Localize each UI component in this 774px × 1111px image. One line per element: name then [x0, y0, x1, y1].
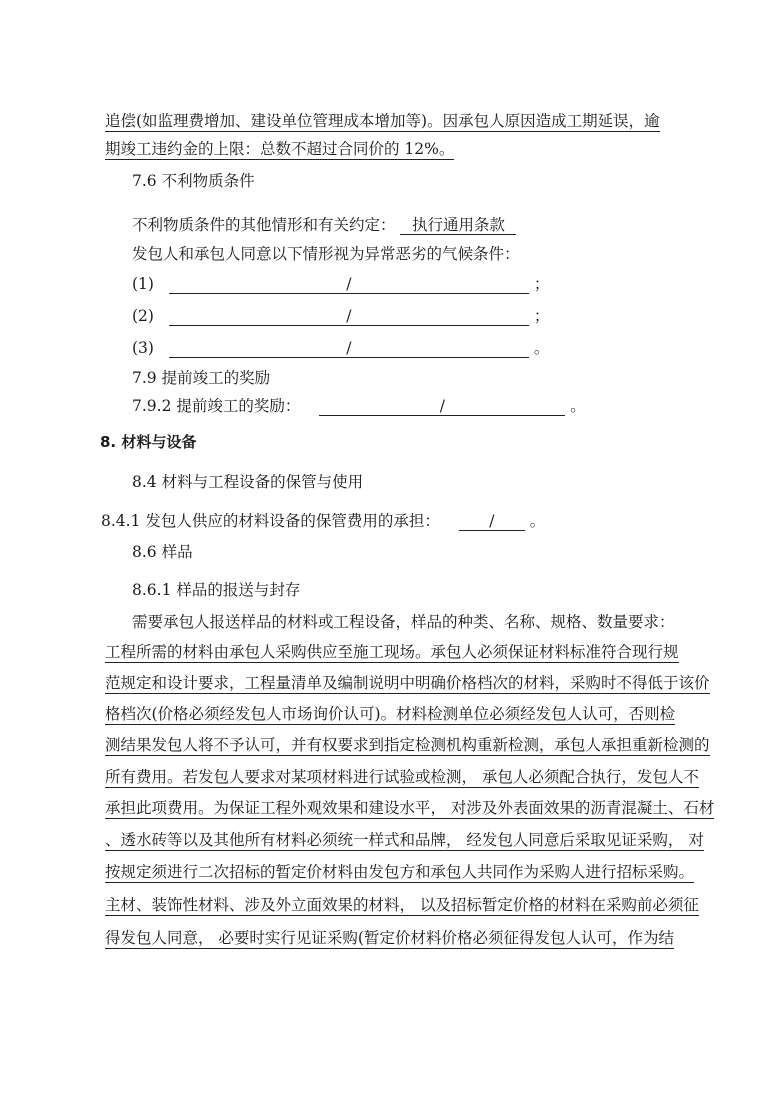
- weather-item-number: (2): [132, 307, 154, 325]
- sample-body-line-9: 主材、装饰性材料、涉及外立面效果的材料， 以及招标暂定价格的材料在采购前必须征: [105, 896, 699, 914]
- sample-body-line-8: 按规定须进行二次招标的暂定价材料由发包方和承包人共同作为采购人进行招标采购。: [105, 863, 695, 881]
- section-8-4-1: [101, 511, 545, 531]
- section-8-6-1-intro: 需要承包人报送样品的材料或工程设备，样品的种类、名称、规格、数量要求：: [132, 613, 675, 631]
- sample-body-line-10: 得发包人同意， 必要时实行见证采购(暂定价材料价格必须征得发包人认可，作为结: [105, 929, 674, 947]
- storage-fee-end: 。: [529, 512, 546, 530]
- weather-item-value: /: [169, 274, 529, 294]
- section-7-6-weather-intro: 发包人和承包人同意以下情形视为异常恶劣的气候条件：: [132, 245, 520, 263]
- section-7-9-title: 7.9 提前竣工的奖励: [132, 369, 271, 387]
- early-completion-label: 7.9.2 提前竣工的奖励：: [132, 397, 301, 415]
- weather-item-end: ；: [533, 275, 550, 293]
- section-8-title: 8. 材料与设备: [100, 433, 197, 451]
- section-8-4-title: 8.4 材料与工程设备的保管与使用: [132, 473, 364, 491]
- sample-body-line-3: 格档次(价格必须经发包人市场询价认可)。材料检测单位必须经发包人认可，否则检: [105, 705, 676, 723]
- sample-body-line-4: 测结果发包人将不予认可，并有权要求到指定检测机构重新检测，承包人承担重新检测的: [105, 736, 710, 754]
- early-completion-end: 。: [570, 397, 586, 415]
- sample-body-line-2: 范规定和设计要求，工程量清单及编制说明中明确价格档次的材料，采购时不得低于该价: [105, 674, 710, 692]
- storage-fee-label: 8.4.1 发包人供应的材料设备的保管费用的承担：: [101, 512, 440, 530]
- section-7-6-title: 7.6 不利物质条件: [132, 172, 255, 190]
- sample-body-line-7: 、透水砖等以及其他所有材料必须统一样式和品牌， 经发包人同意后采取见证采购， 对: [105, 831, 704, 849]
- weather-item-2: [132, 306, 549, 326]
- sample-body-line-1: 工程所需的材料由承包人采购供应至施工现场。承包人必须保证材料标准符合现行规: [105, 643, 679, 661]
- other-conditions-label: 不利物质条件的其他情形和有关约定：: [132, 216, 396, 234]
- early-completion-value: /: [319, 396, 565, 416]
- section-7-9-2: [132, 396, 586, 416]
- weather-item-number: (3): [132, 339, 154, 357]
- storage-fee-value: /: [459, 511, 525, 531]
- section-8-6-title: 8.6 样品: [132, 543, 193, 561]
- weather-item-number: (1): [132, 275, 154, 293]
- intro-line-1: 追偿(如监理费增加、建设单位管理成本增加等)。因承包人原因造成工期延误，逾: [105, 112, 660, 130]
- sample-body-line-6: 承担此项费用。为保证工程外观效果和建设水平， 对涉及外表面效果的沥青混凝土、石材: [105, 799, 715, 817]
- weather-item-value: /: [169, 338, 529, 358]
- weather-item-1: [132, 274, 549, 294]
- weather-item-value: /: [169, 306, 529, 326]
- other-conditions-value: 执行通用条款: [400, 215, 516, 235]
- intro-line-2: 期竣工违约金的上限：总数不超过合同价的 12%。: [105, 140, 455, 158]
- section-7-6-other-conditions: [132, 215, 516, 235]
- section-8-6-1-title: 8.6.1 样品的报送与封存: [132, 581, 301, 599]
- sample-body-line-5: 所有费用。若发包人要求对某项材料进行试验或检测， 承包人必须配合执行，发包人不: [105, 768, 699, 786]
- weather-item-3: [132, 338, 549, 358]
- weather-item-end: 。: [533, 339, 550, 357]
- weather-item-end: ；: [533, 307, 550, 325]
